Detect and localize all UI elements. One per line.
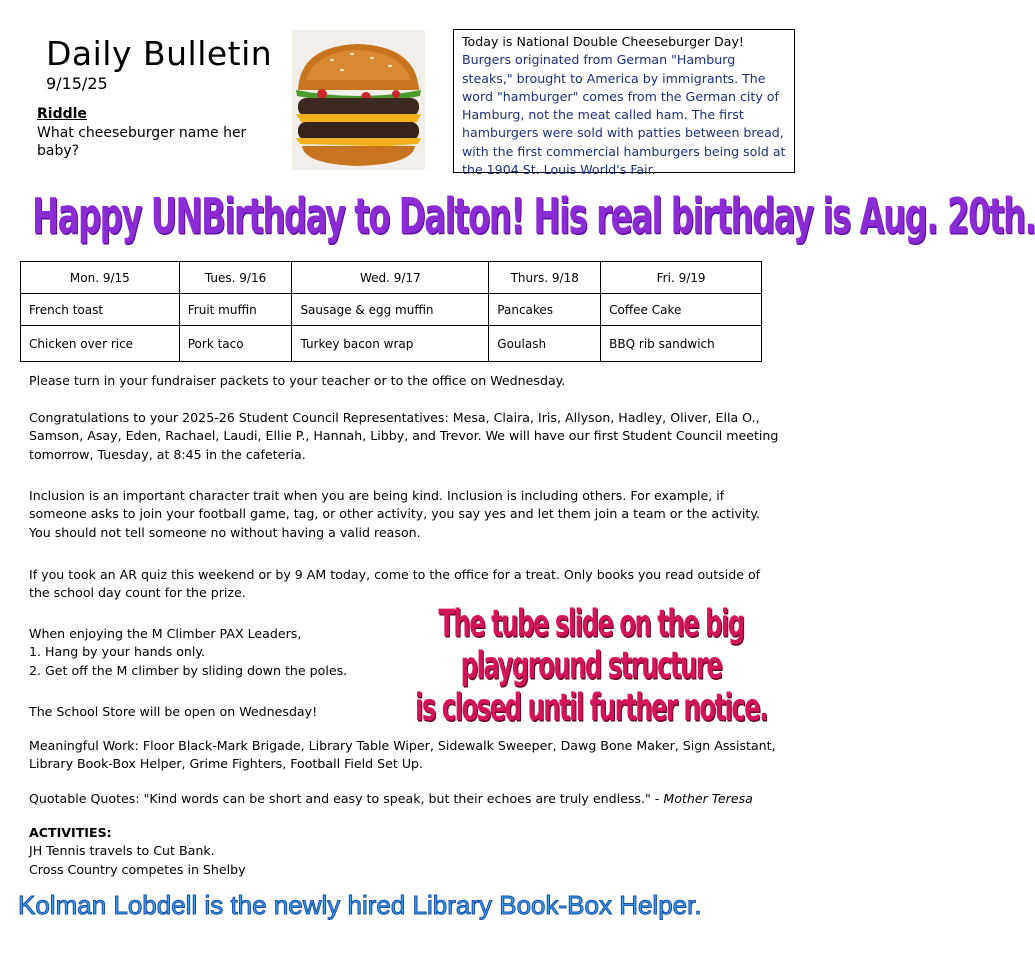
menu-day: Fri. 9/19: [601, 262, 762, 294]
riddle-question: What cheeseburger name her baby?: [37, 125, 247, 159]
cheeseburger-image: [292, 30, 425, 170]
fact-box-body: Burgers originated from German "Hamburg steaks," brought to America by immigrants. The word "hamburger" comes from the German city of Hamburg, not the meat called ham. The first hamburgers were sold with patties between bread, with the first commercial hamburgers being sold at the 1904 St. Louis World's Fair.: [462, 52, 786, 178]
menu-cell: Chicken over rice: [21, 326, 180, 362]
menu-cell: BBQ rib sandwich: [601, 326, 762, 362]
menu-day: Wed. 9/17: [292, 262, 489, 294]
activities-section: [29, 824, 779, 879]
activity-item: JH Tennis travels to Cut Bank.: [29, 843, 215, 859]
lunch-menu-table: [20, 261, 762, 362]
bulletin-title: Daily Bulletin: [46, 34, 273, 73]
menu-day: Mon. 9/15: [21, 262, 180, 294]
student-council-announcement: Congratulations to your 2025-26 Student Council Representatives: Mesa, Claira, Iris, Allyson, Hadley, Oliver, Ella O., Samson, Asay, Eden, Rachael, Laudi, Ellie P., Hannah, Libby, and Trevor. We will have our first Student Council meeting tomorrow, Tuesday, at 8:45 in the cafeteria.: [29, 410, 779, 462]
menu-cell: Fruit muffin: [179, 294, 292, 326]
menu-cell: Pork taco: [179, 326, 292, 362]
slide-notice-line: is closed until further notice.: [415, 686, 767, 730]
menu-days-row: [21, 262, 762, 294]
activity-item: Cross Country competes in Shelby: [29, 861, 246, 877]
quotable-quote: [29, 790, 779, 808]
quote-author: Mother Teresa: [663, 791, 753, 806]
climber-rules: [29, 625, 389, 680]
riddle-heading: Riddle: [37, 106, 87, 122]
bulletin-date: 9/15/25: [46, 74, 108, 93]
menu-cell: French toast: [21, 294, 180, 326]
kolman-banner: Kolman Lobdell is the newly hired Library Book-Box Helper.: [18, 890, 702, 920]
birthday-banner: Happy UNBirthday to Dalton! His real birthday is Aug. 20th.: [32, 190, 1035, 246]
ar-quiz-announcement: If you took an AR quiz this weekend or by 9 AM today, come to the office for a treat. Only books you read outside of the school day count for the prize.: [29, 567, 761, 601]
climber-rule: 1. Hang by your hands only.: [29, 644, 206, 660]
fact-box: [453, 29, 795, 178]
quote-text: Quotable Quotes: "Kind words can be short and easy to speak, but their echoes are truly endless." -: [29, 791, 660, 806]
menu-day: Tues. 9/16: [179, 262, 292, 294]
slide-notice-line: The tube slide on the big playground structure: [438, 602, 744, 688]
fundraiser-announcement: Please turn in your fundraiser packets to your teacher or to the office on Wednesday.: [29, 373, 566, 388]
inclusion-announcement: Inclusion is an important character trait when you are being kind. Inclusion is including others. For example, if someone asks to join your football game, tag, or other activity, you say yes and let them join a team or the activity. You should not tell someone no without having a valid reason.: [29, 488, 760, 540]
activities-heading: ACTIVITIES:: [29, 825, 112, 840]
menu-cell: Coffee Cake: [601, 294, 762, 326]
climber-rule: 2. Get off the M climber by sliding down the poles.: [29, 662, 348, 678]
slide-closed-notice: [396, 604, 786, 730]
menu-cell: Sausage & egg muffin: [292, 294, 489, 326]
menu-breakfast-row: [21, 294, 762, 326]
menu-day: Thurs. 9/18: [489, 262, 601, 294]
climber-intro: When enjoying the M Climber PAX Leaders,: [29, 626, 302, 641]
menu-cell: Goulash: [489, 326, 601, 362]
meaningful-work-announcement: Meaningful Work: Floor Black-Mark Brigade, Library Table Wiper, Sidewalk Sweeper, Dawg Bone Maker, Sign Assistant, Library Book-Box Helper, Grime Fighters, Football Field Set Up.: [29, 738, 776, 772]
school-store-announcement: The School Store will be open on Wednesday!: [29, 704, 318, 719]
menu-cell: Pancakes: [489, 294, 601, 326]
menu-cell: Turkey bacon wrap: [292, 326, 489, 362]
fact-box-headline: Today is National Double Cheeseburger Day!: [462, 34, 744, 49]
menu-lunch-row: [21, 326, 762, 362]
